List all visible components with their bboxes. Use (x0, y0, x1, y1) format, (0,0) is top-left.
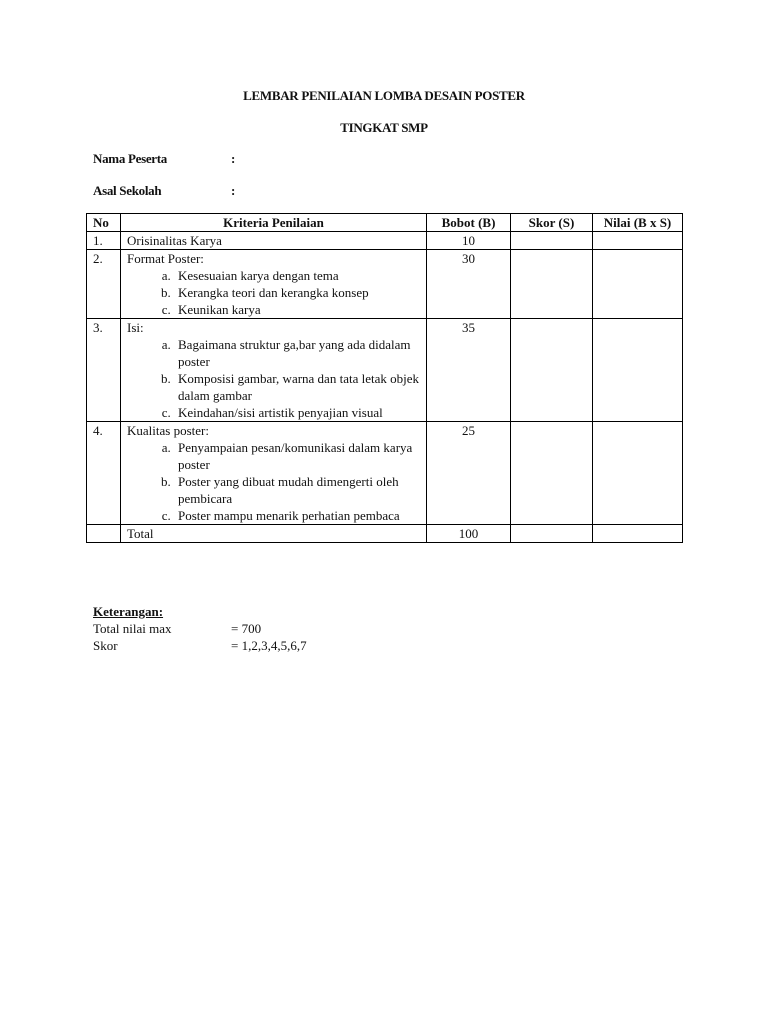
value-cell[interactable] (593, 250, 683, 319)
row-weight: 10 (427, 232, 511, 250)
school-origin-colon: : (231, 183, 236, 198)
document-title: LEMBAR PENILAIAN LOMBA DESAIN POSTER (243, 88, 525, 103)
notes-section (93, 603, 307, 654)
header-no: No (87, 214, 121, 232)
participant-name-field (93, 151, 236, 167)
table-header-row (87, 214, 683, 232)
notes-line-value: = 1,2,3,4,5,6,7 (231, 638, 307, 653)
criteria-sublist (127, 267, 420, 318)
criteria-subitem: c. Keindahan/sisi artistik penyajian visual (174, 404, 420, 421)
header-score: Skor (S) (511, 214, 593, 232)
notes-line-value: = 700 (231, 621, 262, 636)
row-weight: 30 (427, 250, 511, 319)
header-weight: Bobot (B) (427, 214, 511, 232)
criteria-subitem: b. Poster yang dibuat mudah dimengerti oleh pembicara (174, 473, 420, 507)
row-weight: 25 (427, 422, 511, 525)
total-label: Total (121, 525, 427, 543)
table-row (87, 250, 683, 319)
header-criteria: Kriteria Penilaian (121, 214, 427, 232)
criteria-label: Kualitas poster: (127, 423, 209, 438)
header-value: Nilai (B x S) (593, 214, 683, 232)
row-number: 2. (87, 250, 121, 319)
criteria-sublist (127, 439, 420, 524)
table-row (87, 422, 683, 525)
participant-name-label: Nama Peserta (93, 151, 168, 166)
criteria-label: Orisinalitas Karya (127, 233, 222, 248)
criteria-subitem: c. Poster mampu menarik perhatian pembaca (174, 507, 420, 524)
criteria-label: Isi: (127, 320, 144, 335)
criteria-sublist (127, 336, 420, 421)
notes-line-label: Skor (93, 638, 118, 653)
criteria-subitem: a. Penyampaian pesan/komunikasi dalam karya poster (174, 439, 420, 473)
criteria-subitem: b. Kerangka teori dan kerangka konsep (174, 284, 420, 301)
row-criteria (121, 319, 427, 422)
table-total-row (87, 525, 683, 543)
document-subtitle: TINGKAT SMP (340, 120, 428, 135)
notes-line (93, 637, 307, 654)
criteria-table (86, 213, 683, 543)
criteria-subitem: c. Keunikan karya (174, 301, 420, 318)
school-origin-field (93, 183, 236, 199)
total-score-cell[interactable] (511, 525, 593, 543)
row-number: 3. (87, 319, 121, 422)
criteria-subitem: a. Kesesuaian karya dengan tema (174, 267, 420, 284)
value-cell[interactable] (593, 319, 683, 422)
notes-line (93, 620, 262, 637)
row-number: 4. (87, 422, 121, 525)
row-weight: 35 (427, 319, 511, 422)
notes-line-label: Total nilai max (93, 621, 172, 636)
score-cell[interactable] (511, 422, 593, 525)
participant-name-colon: : (231, 151, 236, 166)
total-number-cell (87, 525, 121, 543)
value-cell[interactable] (593, 422, 683, 525)
score-cell[interactable] (511, 232, 593, 250)
criteria-label: Format Poster: (127, 251, 204, 266)
value-cell[interactable] (593, 232, 683, 250)
criteria-subitem: a. Bagaimana struktur ga,bar yang ada didalam poster (174, 336, 420, 370)
notes-heading: Keterangan: (93, 604, 164, 619)
total-weight: 100 (427, 525, 511, 543)
criteria-subitem: b. Komposisi gambar, warna dan tata letak objek dalam gambar (174, 370, 420, 404)
row-criteria (121, 232, 427, 250)
score-cell[interactable] (511, 319, 593, 422)
table-row (87, 232, 683, 250)
row-number: 1. (87, 232, 121, 250)
row-criteria (121, 422, 427, 525)
total-value-cell[interactable] (593, 525, 683, 543)
row-criteria (121, 250, 427, 319)
table-row (87, 319, 683, 422)
school-origin-label: Asal Sekolah (93, 183, 162, 198)
score-cell[interactable] (511, 250, 593, 319)
